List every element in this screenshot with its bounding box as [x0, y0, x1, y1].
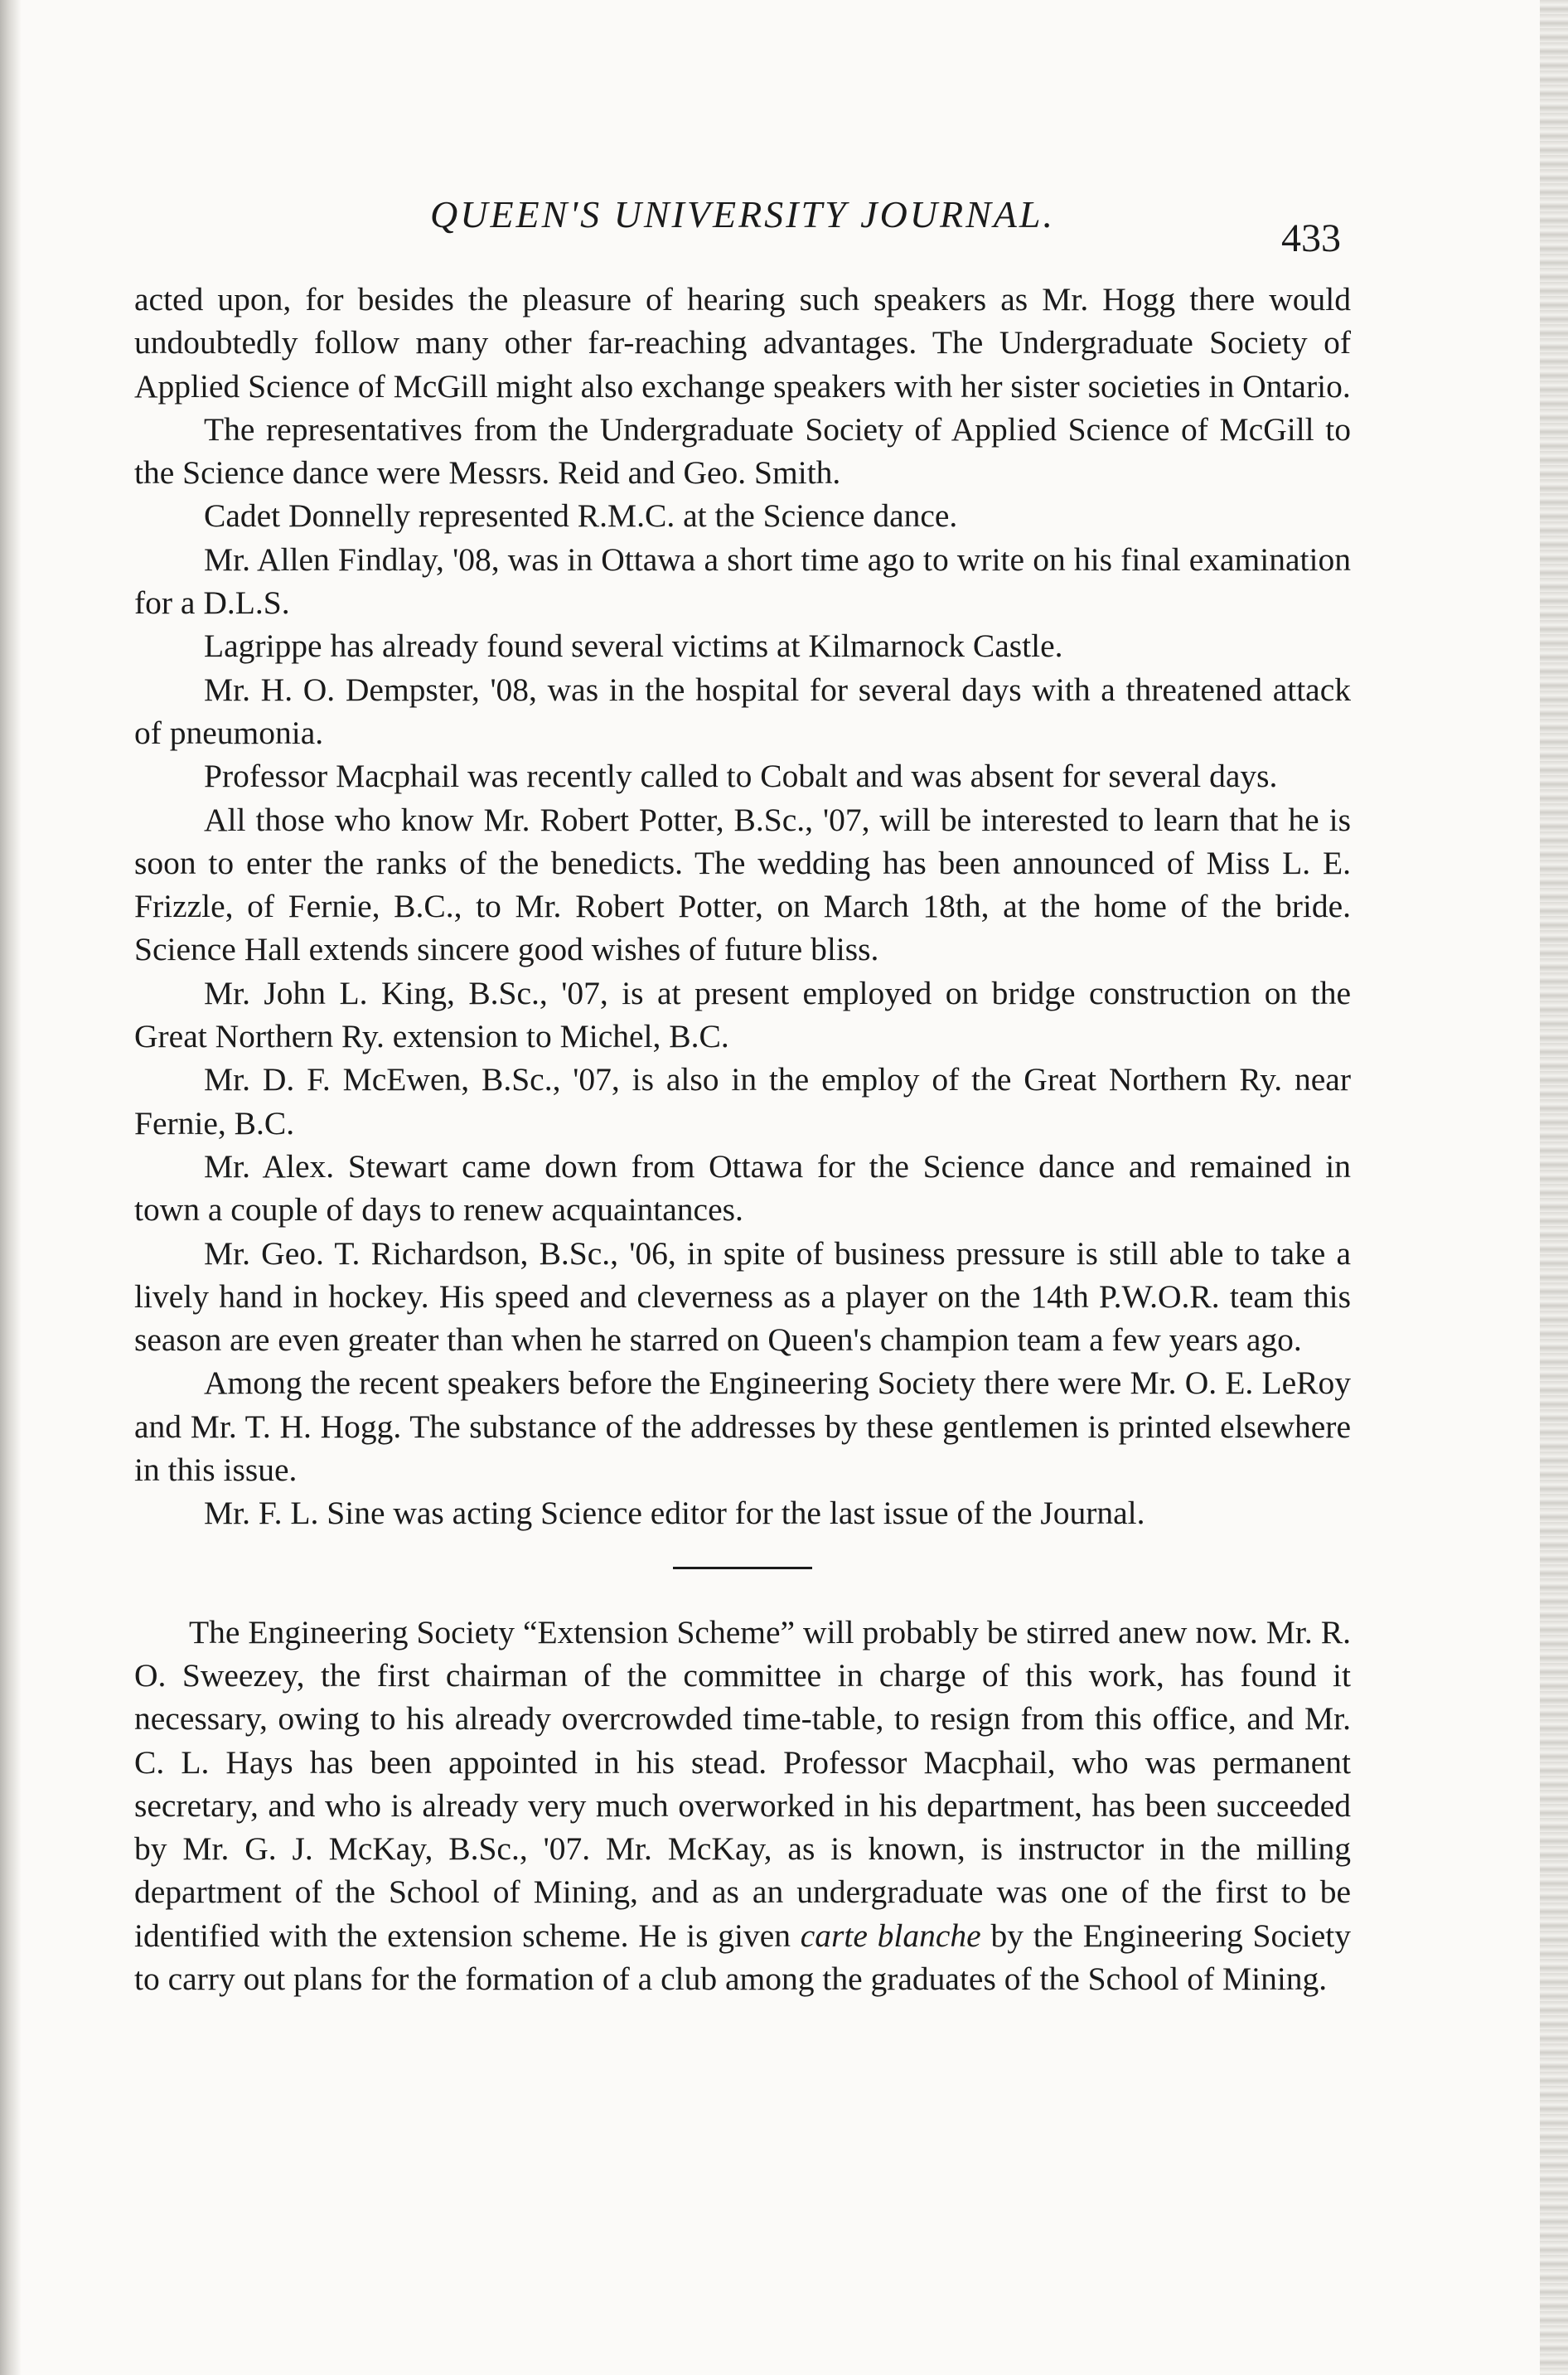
extension-scheme-text-end: by the Engineering Society to carry out plans for the formation of a club among the graduates of the School of Mining. [134, 1917, 1351, 1997]
paragraph: The representatives from the Undergraduate Society of Applied Science of McGill to the Science dance were Messrs. Reid and Geo. Smith. [134, 410, 1351, 492]
extension-scheme-paragraph [134, 1611, 1351, 2001]
paragraph: Mr. John L. King, B.Sc., '07, is at present employed on bridge construction on the Great Northern Ry. extension to Michel, B.C. [134, 974, 1351, 1055]
section-divider-rule [673, 1567, 812, 1569]
paragraph: Professor Macphail was recently called to Cobalt and was absent for several days. [204, 758, 1278, 795]
paragraph: Mr. Geo. T. Richardson, B.Sc., '06, in spite of business pressure is still able to take a lively hand in hockey. His speed and cleverness as a player on the 14th P.W.O.R. team this season are even greater than when he starred on Queen's champion team a few years ago. [134, 1234, 1351, 1359]
paragraph-continued: acted upon, for besides the pleasure of hearing such speakers as Mr. Hogg there would undoubtedly follow many other far-reaching advantages. The Undergraduate Society of Applied Science of McGill might also exchange speakers with her sister societies in Ontario. [134, 281, 1351, 405]
paragraph: Lagrippe has already found several victims at Kilmarnock Castle. [204, 628, 1063, 665]
page-number: 433 [1281, 216, 1341, 260]
italic-phrase: carte blanche [800, 1917, 981, 1954]
paragraph: Among the recent speakers before the Engineering Society there were Mr. O. E. LeRoy and Mr. T. H. Hogg. The substance of the addresses by these gentlemen is printed elsewhere in this issue. [134, 1364, 1351, 1489]
paragraph: Mr. F. L. Sine was acting Science editor for the last issue of the Journal. [204, 1495, 1145, 1532]
paragraph: All those who know Mr. Robert Potter, B.Sc., '07, will be interested to learn that he is soon to enter the ranks of the benedicts. The wedding has been announced of Miss L. E. Frizzle, of Fernie, B.C., to Mr. Robert Potter, on March 18th, at the home of the bride. Science Hall extends sincere good wishes of future bliss. [134, 801, 1351, 968]
page-left-binding-shadow [0, 0, 22, 2375]
running-header-title: QUEEN'S UNIVERSITY JOURNAL. [430, 193, 1055, 235]
extension-scheme-text: The Engineering Society “Extension Scheme” will probably be stirred anew now. Mr. R. O. Sweezey, the first chairman of the committee in charge of this work, has found it necessary, owing to his already overcrowded time-table, to resign from this office, and Mr. C. L. Hays has been appointed in his stead. Professor Macphail, who was permanent secretary, and who is already very much overworked in his department, has been succeeded by Mr. G. J. McKay, B.Sc., '07. Mr. McKay, as is known, is instructor in the milling department of the School of Mining, and as an undergraduate was one of the first to be identified with the extension scheme. He is given [134, 1613, 1351, 1954]
paragraph: Mr. H. O. Dempster, '08, was in the hospital for several days with a threatened attack of pneumonia. [134, 671, 1351, 751]
page-right-edge-texture [1540, 0, 1568, 2375]
paragraph: Mr. Allen Findlay, '08, was in Ottawa a short time ago to write on his final examination for a D.L.S. [134, 540, 1351, 622]
paragraph: Mr. Alex. Stewart came down from Ottawa for the Science dance and remained in town a couple of days to renew acquaintances. [134, 1147, 1351, 1229]
paragraph: Cadet Donnelly represented R.M.C. at the Science dance. [204, 497, 958, 535]
article-body [134, 278, 1351, 2000]
paragraph: Mr. D. F. McEwen, B.Sc., '07, is also in the employ of the Great Northern Ry. near Fernie, B.C. [134, 1061, 1351, 1141]
